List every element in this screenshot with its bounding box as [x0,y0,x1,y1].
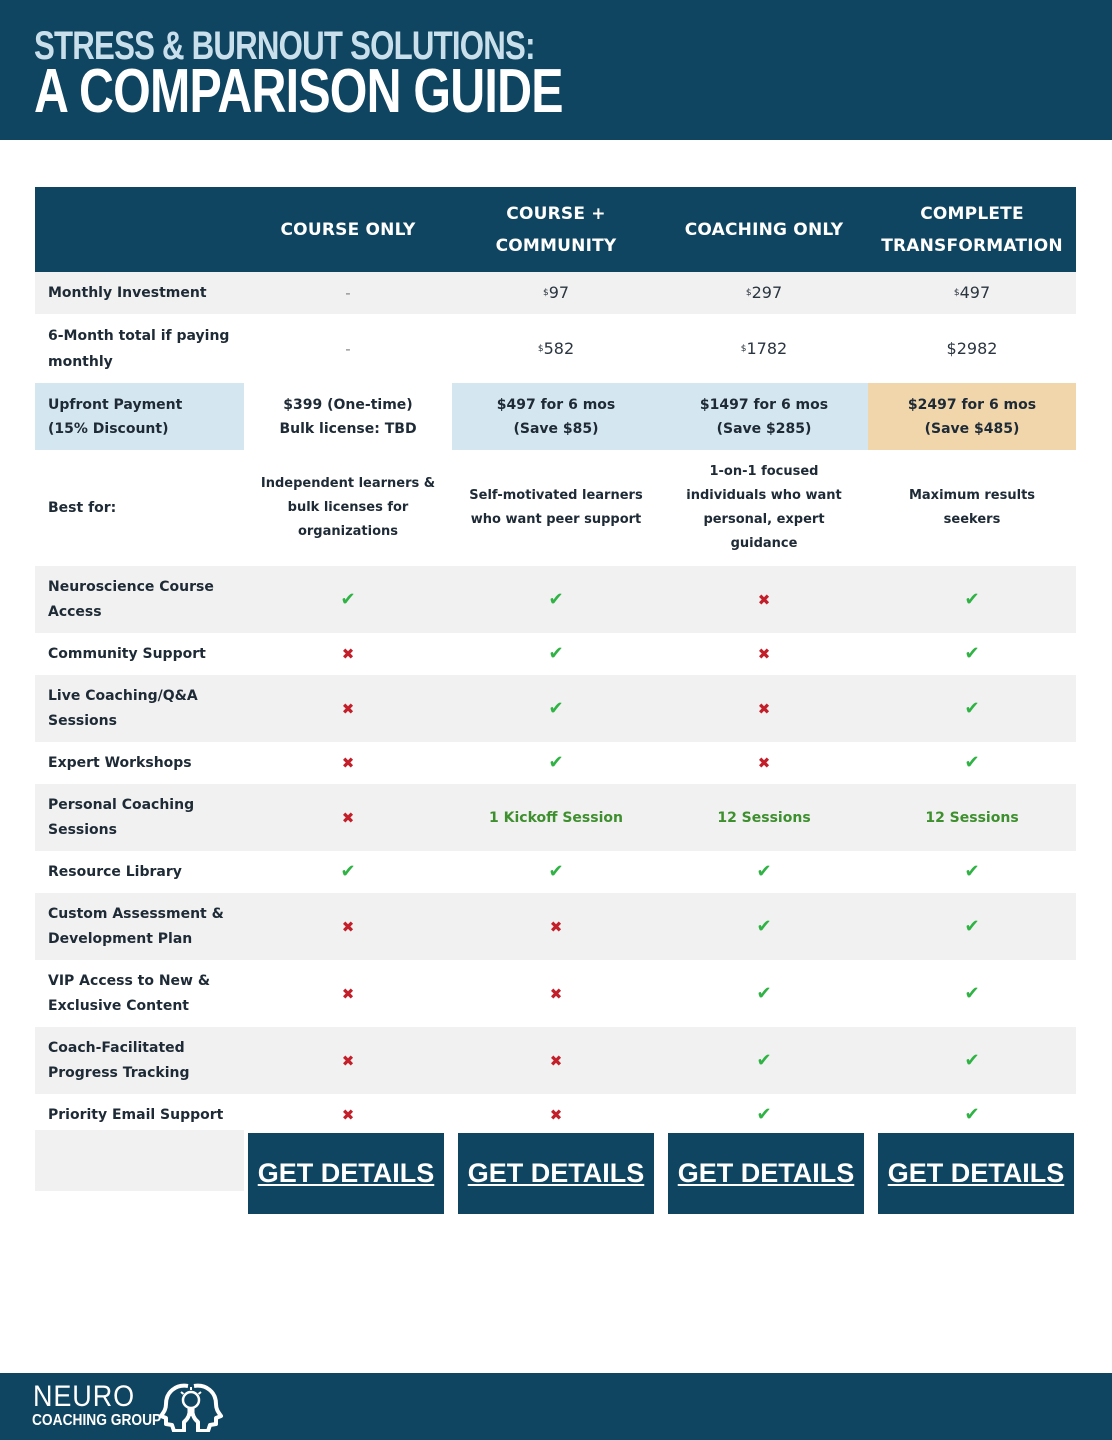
cross-icon: ✖ [757,590,771,609]
price-amount: 1782 [746,338,788,358]
monthly-investment-row [35,272,1076,314]
check-icon: ✔ [964,697,980,719]
feature-value [660,566,868,633]
cta-row [35,1130,1076,1214]
table-row [35,675,1076,742]
best-for-value: Independent learners & bulk licenses for organizations [260,476,436,539]
feature-value [660,893,868,960]
session-count: 12 Sessions [925,809,1019,826]
check-icon: ✔ [548,752,564,773]
column-header-course-only: COURSE ONLY [280,219,416,240]
page-title-line-1: STRESS & BURNOUT SOLUTIONS: [34,24,535,68]
feature-value [868,893,1076,960]
best-for-value: 1-on-1 focused individuals who want personal, expert guidance [686,464,842,551]
check-icon: ✔ [756,982,772,1004]
check-icon: ✔ [964,1104,980,1125]
feature-value [868,742,1076,784]
cross-icon: ✖ [549,984,563,1003]
feature-value [452,851,660,893]
feature-value [244,566,452,633]
monthly-price [660,272,868,314]
table-row [35,851,1076,893]
feature-label: Resource Library [48,863,182,880]
feature-label: Community Support [48,645,206,662]
best-for-label: Best for: [48,500,117,516]
feature-value [660,675,868,742]
table-header-empty [35,187,244,272]
cross-icon: ✖ [341,1051,355,1070]
currency-symbol: $ [542,288,549,298]
check-icon: ✔ [964,643,980,664]
cross-icon: ✖ [549,1051,563,1070]
check-icon: ✔ [964,588,980,610]
currency-symbol: $ [537,343,544,354]
feature-value [452,893,660,960]
check-icon: ✔ [548,588,564,610]
upfront-payment-row [35,383,1076,450]
six-month-price [660,314,868,383]
session-count: 1 Kickoff Session [489,809,623,826]
best-for-row [35,450,1076,566]
cross-icon: ✖ [341,754,355,772]
session-count: 12 Sessions [717,809,811,826]
feature-label: VIP Access to New & Exclusive Content [48,972,211,1014]
table-row [35,1027,1076,1094]
feature-value [868,675,1076,742]
table-row [35,566,1076,633]
check-icon: ✔ [548,697,564,719]
table-row [35,784,1076,851]
check-icon: ✔ [756,1049,772,1071]
cross-icon: ✖ [341,1106,355,1124]
feature-value [452,1027,660,1094]
cross-icon: ✖ [549,917,563,936]
upfront-payment-label: Upfront Payment (15% Discount) [35,383,244,450]
column-header-complete-transformation: COMPLETE TRANSFORMATION [881,203,1063,256]
feature-value [244,893,452,960]
feature-label: Custom Assessment & Development Plan [48,905,224,947]
cross-icon: ✖ [757,754,771,772]
upfront-price: $2497 for 6 mos (Save $485) [868,383,1076,450]
feature-label: Priority Email Support [48,1106,224,1123]
feature-value [244,1027,452,1094]
currency-symbol: $ [740,343,747,354]
feature-value [452,742,660,784]
feature-value [452,566,660,633]
six-month-price: $2982 [946,338,998,358]
get-details-button-complete-transformation[interactable]: GET DETAILS [878,1133,1074,1214]
comparison-table [35,187,1076,1136]
feature-value [452,784,660,851]
cross-icon: ✖ [341,984,355,1003]
six-month-total-label: 6-Month total if paying monthly [48,327,230,370]
feature-value [244,742,452,784]
feature-rows [35,566,1076,1136]
price-amount: 297 [751,283,783,302]
six-month-price [452,314,660,383]
feature-value [660,851,868,893]
twin-head-lightbulb-icon [158,1382,224,1432]
get-details-button-coaching-only[interactable]: GET DETAILS [668,1133,864,1214]
check-icon: ✔ [964,752,980,773]
monthly-investment-label: Monthly Investment [48,285,207,301]
feature-value [244,960,452,1027]
feature-value [868,960,1076,1027]
feature-value [244,633,452,675]
feature-value [660,633,868,675]
logo-subtext: COACHING GROUP [32,1412,162,1429]
feature-value [244,851,452,893]
cross-icon: ✖ [757,645,771,663]
monthly-price [452,272,660,314]
best-for-value: Maximum results seekers [908,488,1036,527]
table-header-row [35,187,1076,272]
monthly-price: - [345,284,351,302]
check-icon: ✔ [964,1049,980,1071]
feature-value [244,675,452,742]
check-icon: ✔ [340,861,356,882]
cross-icon: ✖ [341,699,355,718]
table-row [35,960,1076,1027]
feature-label: Coach-Facilitated Progress Tracking [48,1039,190,1081]
feature-value [244,784,452,851]
page-title-line-2: A COMPARISON GUIDE [34,57,563,126]
cta-row-spacer [35,1130,244,1191]
feature-value [660,784,868,851]
check-icon: ✔ [756,915,772,937]
feature-value [452,960,660,1027]
six-month-price: - [345,339,351,358]
currency-symbol: $ [953,288,960,298]
check-icon: ✔ [964,982,980,1004]
cross-icon: ✖ [341,645,355,663]
price-amount: 582 [543,338,575,358]
column-header-coaching-only: COACHING ONLY [684,219,844,240]
table-row [35,742,1076,784]
check-icon: ✔ [756,1104,772,1125]
price-amount: 97 [548,283,570,302]
check-icon: ✔ [964,861,980,882]
feature-value [452,633,660,675]
check-icon: ✔ [756,861,772,882]
six-month-total-row [35,314,1076,383]
best-for-value: Self-motivated learners who want peer support [469,488,643,527]
feature-value [868,566,1076,633]
cross-icon: ✖ [549,1106,563,1124]
feature-value [452,675,660,742]
check-icon: ✔ [548,643,564,664]
upfront-price: $497 for 6 mos (Save $85) [452,383,660,450]
feature-label: Neuroscience Course Access [48,578,214,620]
cross-icon: ✖ [757,699,771,718]
feature-value [868,851,1076,893]
feature-value [660,1027,868,1094]
get-details-button-course-community[interactable]: GET DETAILS [458,1133,654,1214]
table-row [35,633,1076,675]
feature-label: Personal Coaching Sessions [48,796,195,838]
feature-label: Expert Workshops [48,754,192,771]
currency-symbol: $ [745,288,752,298]
logo-wordmark: NEURO [33,1380,136,1413]
feature-value [660,742,868,784]
price-amount: 497 [959,283,991,302]
check-icon: ✔ [340,588,356,610]
get-details-button-course-only[interactable]: GET DETAILS [248,1133,444,1214]
upfront-price: $399 (One-time) Bulk license: TBD [244,383,452,450]
feature-label: Live Coaching/Q&A Sessions [48,687,198,729]
feature-value [868,633,1076,675]
check-icon: ✔ [548,861,564,882]
check-icon: ✔ [964,915,980,937]
column-header-course-community: COURSE + COMMUNITY [495,203,617,256]
feature-value [660,960,868,1027]
feature-value [868,1027,1076,1094]
monthly-price [868,272,1076,314]
cross-icon: ✖ [341,917,355,936]
upfront-price: $1497 for 6 mos (Save $285) [660,383,868,450]
cross-icon: ✖ [341,808,355,827]
table-row [35,893,1076,960]
feature-value [868,784,1076,851]
